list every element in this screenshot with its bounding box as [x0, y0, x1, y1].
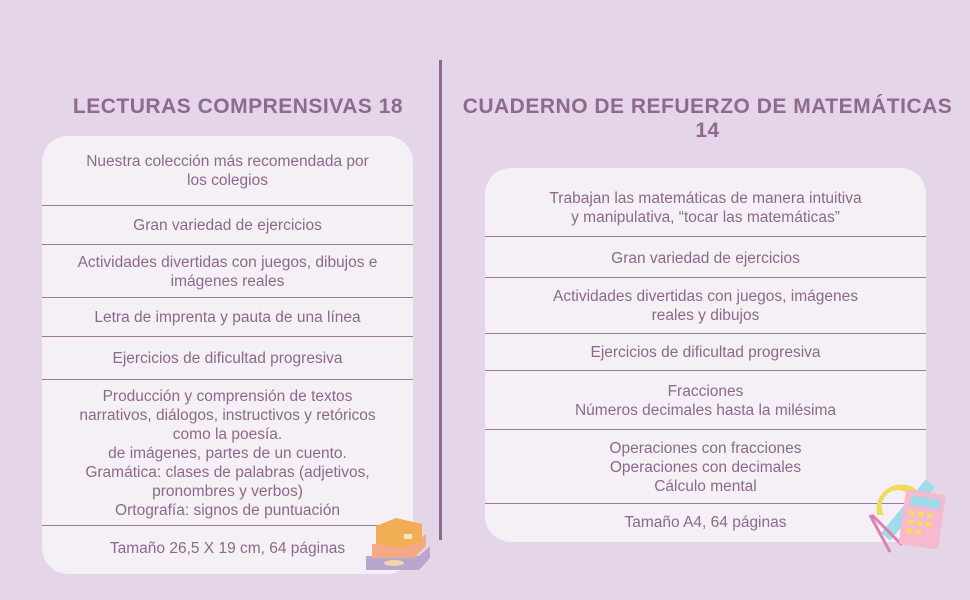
feature-item: Ejercicios de dificultad progresiva	[485, 335, 926, 371]
feature-item: Producción y comprensión de textos narrativos, diálogos, instructivos y retóricos como la poesía. de imágenes, partes de un cuento. Gramática: clases de palabras (adjetivos, pronombres y verbos) Ortografía: signos de puntuación	[42, 381, 413, 526]
feature-item: Tamaño A4, 64 páginas	[624, 514, 787, 531]
feature-item: Operaciones con fracciones Operaciones con decimales Cálculo mental	[485, 431, 926, 504]
feature-item: Tamaño 26,5 X 19 cm, 64 páginas	[109, 539, 346, 557]
feature-item: Gran variedad de ejercicios	[485, 239, 926, 278]
right-title: CUADERNO DE REFUERZO DE MATEMÁTICAS 14	[462, 95, 953, 142]
feature-item: Ejercicios de dificultad progresiva	[42, 338, 413, 380]
math-tools-icon	[862, 470, 952, 555]
left-feature-card	[42, 136, 413, 574]
feature-item: Actividades divertidas con juegos, imágenes reales y dibujos	[485, 279, 926, 334]
feature-item: Fracciones Números decimales hasta la milésima	[485, 372, 926, 430]
feature-item: Actividades divertidas con juegos, dibujos e imágenes reales	[42, 246, 413, 298]
left-title: LECTURAS COMPRENSIVAS 18	[72, 95, 404, 118]
books-stack-icon	[364, 516, 436, 578]
vertical-divider	[439, 60, 442, 540]
right-feature-card	[485, 168, 926, 542]
feature-item: Nuestra colección más recomendada por los colegios	[42, 136, 413, 206]
feature-item: Letra de imprenta y pauta de una línea	[42, 299, 413, 337]
feature-item: Trabajan las matemáticas de manera intuitiva y manipulativa, “tocar las matemáticas”	[485, 168, 926, 237]
feature-item: Gran variedad de ejercicios	[42, 207, 413, 245]
